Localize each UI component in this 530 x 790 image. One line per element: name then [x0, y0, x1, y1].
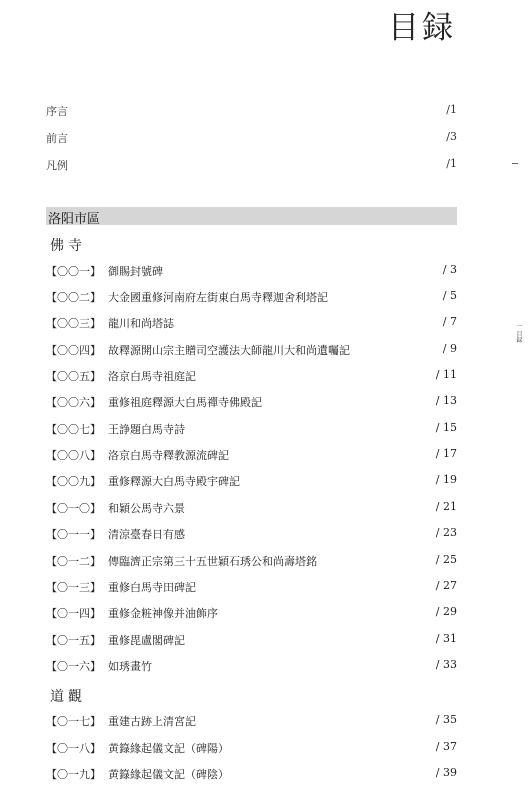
entry-page: / 27 [435, 579, 457, 592]
front-matter-label: 前言 [46, 132, 68, 145]
entry-number: 【〇〇八】 [46, 449, 101, 462]
entry-title: 洛京白馬寺釋教源流碑記 [108, 449, 229, 462]
entry-title: 黄籙緣起儀文記（碑陽） [108, 742, 229, 755]
entry-number: 【〇〇四】 [46, 344, 101, 357]
entry-title: 重修釋源大白馬寺殿宇碑記 [108, 475, 240, 488]
entry-page: / 19 [435, 473, 457, 486]
entry-page: / 13 [435, 394, 457, 407]
entry-page: / 35 [435, 713, 457, 726]
toc-entry[interactable] [46, 579, 457, 599]
entry-title: 重修毘盧閣碑記 [108, 634, 185, 647]
toc-entry[interactable] [46, 473, 457, 493]
entry-page: / 31 [435, 632, 457, 645]
entry-page: / 21 [435, 500, 457, 513]
entry-page: / 9 [442, 342, 457, 355]
entry-title: 王諍題白馬寺詩 [108, 423, 185, 436]
entry-page: / 15 [435, 421, 457, 434]
entry-page: / 7 [442, 315, 457, 328]
toc-entry[interactable] [46, 500, 457, 520]
entry-title: 重建古跡上清宮記 [108, 715, 196, 728]
entry-number: 【〇一八】 [46, 742, 101, 755]
entry-number: 【〇〇九】 [46, 475, 101, 488]
entry-page: / 29 [435, 605, 457, 618]
entry-title: 龍川和尚塔誌 [108, 317, 174, 330]
entry-title: 和穎公馬寺六景 [108, 502, 185, 515]
toc-entry[interactable] [46, 553, 457, 573]
front-matter-label: 序言 [46, 105, 68, 118]
entry-title: 如琇畫竹 [108, 660, 152, 673]
entry-number: 【〇一七】 [46, 715, 101, 728]
toc-entry[interactable] [46, 740, 457, 760]
subsection-heading: 道觀 [50, 689, 86, 705]
entry-title: 傳臨濟正宗第三十五世穎石琇公和尚壽塔銘 [108, 555, 317, 568]
toc-entry[interactable] [46, 263, 457, 283]
toc-entry[interactable] [46, 315, 457, 335]
entry-number: 【〇〇五】 [46, 370, 101, 383]
subsection-heading: 佛寺 [50, 238, 86, 254]
entry-title: 大金國重修河南府左街東白馬寺釋迦舍利塔記 [108, 291, 328, 304]
page-title: 目録 [388, 10, 456, 46]
entry-number: 【〇〇六】 [46, 396, 101, 409]
entry-number: 【〇一九】 [46, 768, 101, 781]
toc-entry[interactable] [46, 394, 457, 414]
entry-page: / 33 [435, 658, 457, 671]
entry-title: 重修金粧神像并油飾序 [108, 607, 218, 620]
entry-page: / 25 [435, 553, 457, 566]
front-matter-row[interactable] [46, 157, 457, 175]
running-header: 一 目録 [515, 323, 522, 343]
entry-page: / 17 [435, 447, 457, 460]
section-title: 洛阳市區 [48, 212, 101, 227]
front-matter-page: /1 [446, 157, 457, 170]
front-matter-row[interactable] [46, 130, 457, 148]
entry-number: 【〇一二】 [46, 555, 101, 568]
toc-entry[interactable] [46, 526, 457, 546]
entry-number: 【〇一三】 [46, 581, 101, 594]
front-matter-page: /3 [446, 130, 457, 143]
entry-title: 御賜封號碑 [108, 265, 163, 278]
section-header [46, 207, 457, 225]
entry-title: 重修白馬寺田碑記 [108, 581, 196, 594]
entry-page: / 23 [435, 526, 457, 539]
entry-page: / 5 [442, 289, 457, 302]
toc-entry[interactable] [46, 658, 457, 678]
entry-number: 【〇〇七】 [46, 423, 101, 436]
entry-page: / 11 [435, 368, 457, 381]
entry-number: 【〇一五】 [46, 634, 101, 647]
toc-entry[interactable] [46, 632, 457, 652]
toc-entry[interactable] [46, 766, 457, 786]
entry-title: 重修祖庭釋源大白馬禪寺佛殿記 [108, 396, 262, 409]
entry-title: 黄籙緣起儀文記（碑陰） [108, 768, 229, 781]
entry-page: / 39 [435, 766, 457, 779]
entry-number: 【〇一〇】 [46, 502, 101, 515]
entry-number: 【〇一六】 [46, 660, 101, 673]
entry-number: 【〇〇三】 [46, 317, 101, 330]
entry-title: 洛京白馬寺祖庭記 [108, 370, 196, 383]
toc-entry[interactable] [46, 713, 457, 733]
toc-entry[interactable] [46, 342, 457, 362]
toc-entry[interactable] [46, 421, 457, 441]
front-matter-page: /1 [446, 103, 457, 116]
edge-tick-mark [512, 163, 518, 164]
entry-number: 【〇一四】 [46, 607, 101, 620]
entry-number: 【〇〇二】 [46, 291, 101, 304]
entry-page: / 37 [435, 740, 457, 753]
entry-title: 清涼臺春日有感 [108, 528, 185, 541]
entry-number: 【〇〇一】 [46, 265, 101, 278]
toc-entry[interactable] [46, 289, 457, 309]
entry-number: 【〇一一】 [46, 528, 101, 541]
toc-entry[interactable] [46, 447, 457, 467]
front-matter-label: 凡例 [46, 159, 68, 172]
entry-page: / 3 [442, 263, 457, 276]
entry-title: 故釋源開山宗主贈司空護法大師龍川大和尚遺囑記 [108, 344, 350, 357]
toc-entry[interactable] [46, 605, 457, 625]
toc-entry[interactable] [46, 368, 457, 388]
front-matter-row[interactable] [46, 103, 457, 121]
